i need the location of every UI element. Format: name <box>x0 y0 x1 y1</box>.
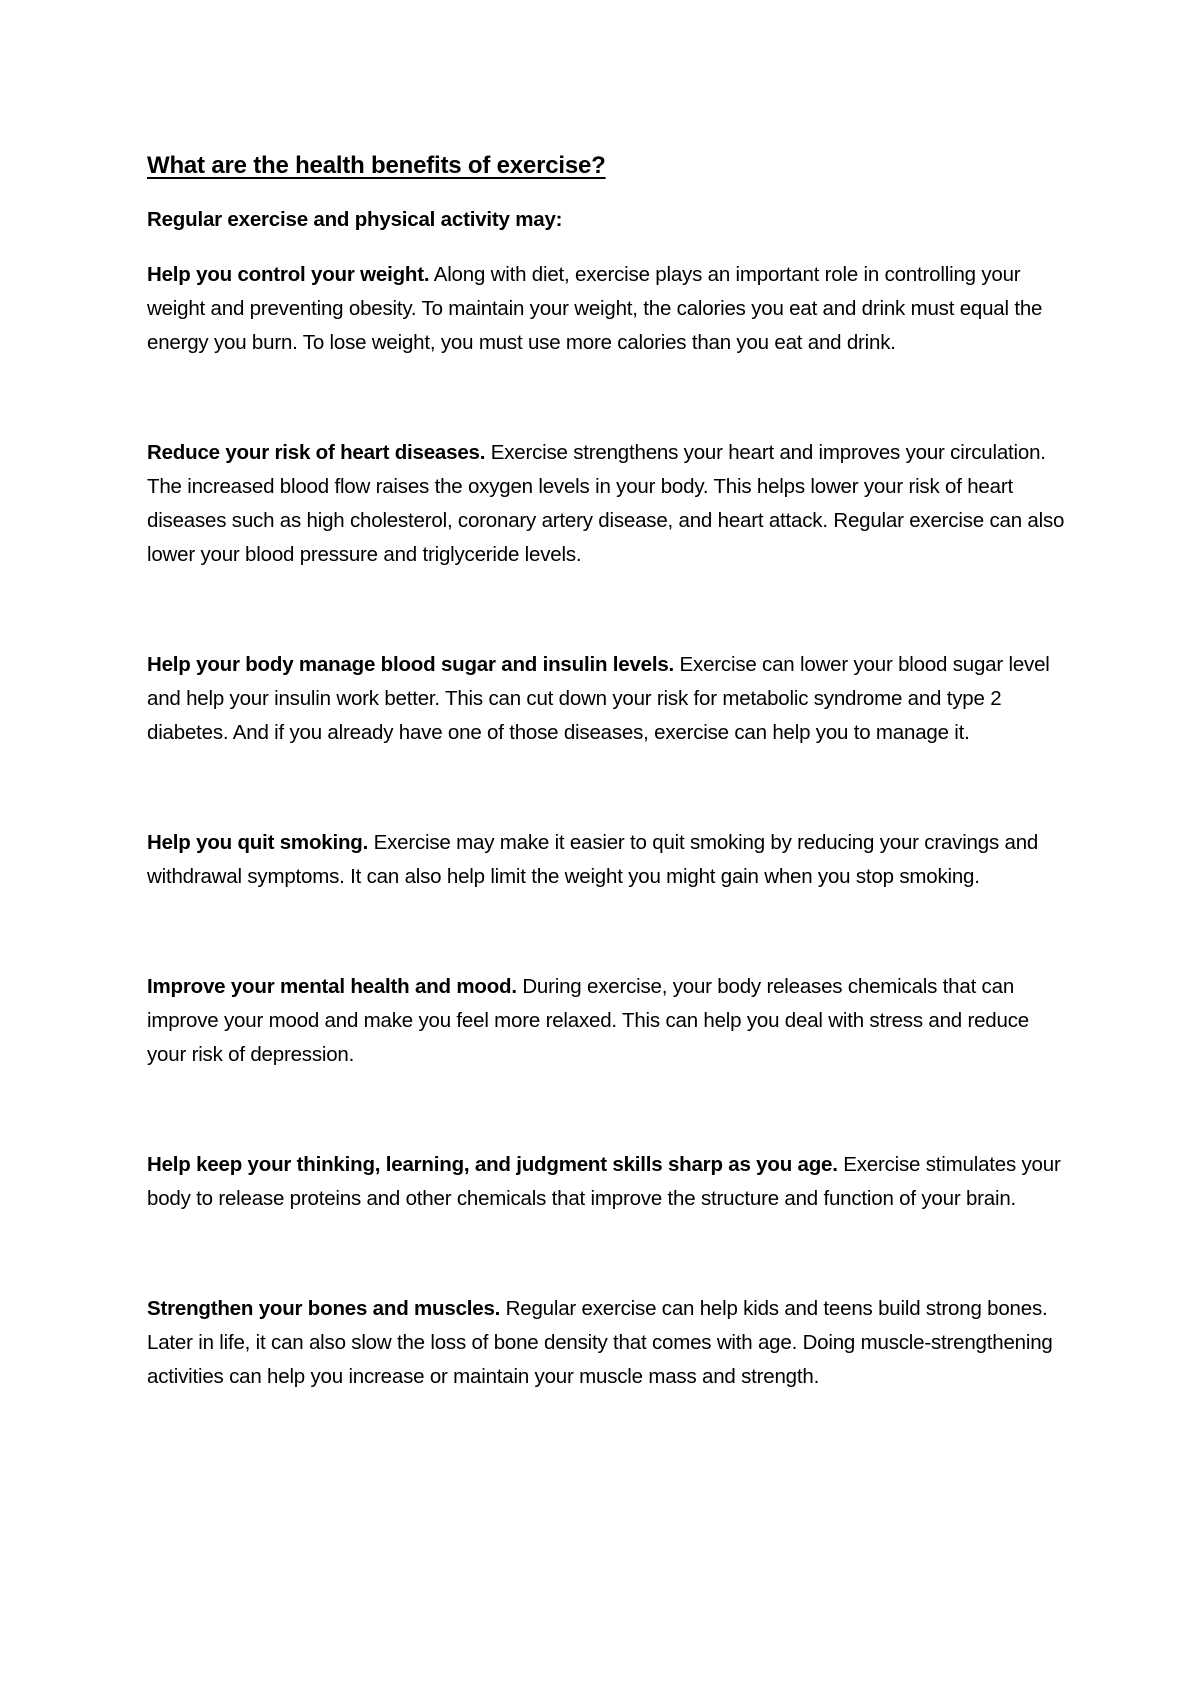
benefit-paragraph-blood-sugar <box>147 648 1067 750</box>
benefit-heading: Help you control your weight. <box>147 263 430 286</box>
benefit-heading: Help you quit smoking. <box>147 831 369 854</box>
intro-text: Regular exercise and physical activity may: <box>147 208 563 231</box>
benefit-heading: Help keep your thinking, learning, and judgment skills sharp as you age. <box>147 1153 838 1176</box>
benefit-body: Exercise strengthens your heart and improves your circulation. The increased blood flow raises the oxygen levels in your body. This helps lower your risk of heart diseases such as high cholesterol, coronary artery disease, and heart attack. Regular exercise can also lower your blood pressure and triglyceride levels. <box>147 441 1065 566</box>
document-title: What are the health benefits of exercise? <box>147 152 606 179</box>
benefit-heading: Improve your mental health and mood. <box>147 975 517 998</box>
benefit-heading: Help your body manage blood sugar and insulin levels. <box>147 653 675 676</box>
benefit-body: Exercise stimulates your body to release proteins and other chemicals that improve the structure and function of your brain. <box>147 1153 1061 1210</box>
benefit-body: Exercise may make it easier to quit smoking by reducing your cravings and withdrawal symptoms. It can also help limit the weight you might gain when you stop smoking. <box>147 831 1039 888</box>
benefit-paragraph-thinking <box>147 1148 1067 1216</box>
benefit-paragraph-heart <box>147 436 1067 572</box>
benefit-heading: Reduce your risk of heart diseases. <box>147 441 486 464</box>
benefit-paragraph-mental-health <box>147 970 1067 1072</box>
benefit-body: Regular exercise can help kids and teens build strong bones. Later in life, it can also slow the loss of bone density that comes with age. Doing muscle-strengthening activities can help you increase or maintain your muscle mass and strength. <box>147 1297 1053 1388</box>
benefit-heading: Strengthen your bones and muscles. <box>147 1297 501 1320</box>
benefit-paragraph-bones <box>147 1292 1067 1394</box>
benefit-paragraph-weight <box>147 258 1067 360</box>
benefit-body: Exercise can lower your blood sugar level and help your insulin work better. This can cut down your risk for metabolic syndrome and type 2 diabetes. And if you already have one of those diseases, exercise can help you to manage it. <box>147 653 1050 744</box>
benefit-body: Along with diet, exercise plays an important role in controlling your weight and preventing obesity. To maintain your weight, the calories you eat and drink must equal the energy you burn. To lose weight, you must use more calories than you eat and drink. <box>147 263 1043 354</box>
benefit-paragraph-smoking <box>147 826 1067 894</box>
document-content <box>147 150 1067 1394</box>
benefit-body: During exercise, your body releases chemicals that can improve your mood and make you feel more relaxed. This can help you deal with stress and reduce your risk of depression. <box>147 975 1029 1066</box>
